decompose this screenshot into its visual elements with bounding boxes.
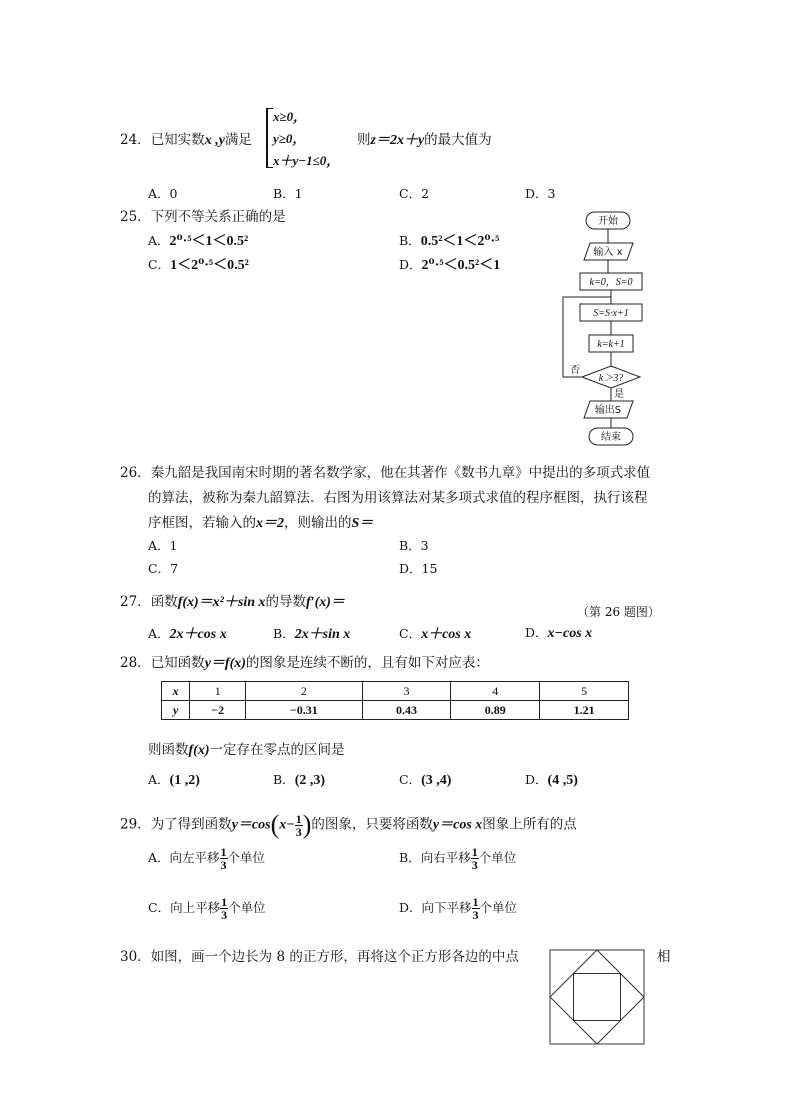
- table-header-y: y: [162, 701, 190, 720]
- table-cell: 1: [190, 682, 246, 701]
- q24-constraint-3: x＋y−1≤0，: [273, 153, 340, 168]
- flowchart-yes-label: 是: [614, 389, 624, 400]
- flowchart-update-s: S=S·x+1: [593, 308, 629, 319]
- q27-option-d: D．x−cos x: [525, 625, 593, 641]
- q24-option-a: A．0: [148, 186, 178, 201]
- q28-option-a: A．(1 ,2): [148, 772, 200, 788]
- flowchart-start: 开始: [598, 216, 618, 227]
- q24-objective: 则z＝2x＋y的最大值为: [357, 132, 492, 148]
- table-cell: 4: [451, 682, 540, 701]
- q26-number: 26．: [120, 465, 151, 481]
- flowchart-output: 输出S: [594, 405, 622, 416]
- q30-stem: 30．如图，画一个边长为 8 的正方形，再将这个正方形各边的中点: [120, 949, 519, 965]
- q28-option-d: D．(4 ,5): [525, 772, 578, 788]
- q25-option-d: D．2⁰·⁵＜0.5²＜1: [399, 257, 501, 273]
- q27-number: 27．: [120, 594, 151, 610]
- flowchart-end: 结束: [601, 432, 621, 443]
- table-row: [162, 682, 629, 701]
- q29-option-b: B．向右平移 $\frac{1}{3}$ 个单位: [399, 845, 517, 872]
- q24-constraint-2: y≥0，: [273, 131, 306, 146]
- q25-number: 25．: [120, 209, 151, 225]
- flowchart-cond: k＞3?: [598, 373, 624, 384]
- q27-option-c: C．x＋cos x: [399, 626, 472, 642]
- q25-option-a: A．2⁰·⁵＜1＜0.5²: [148, 233, 249, 249]
- q24-stem: 24．已知实数x ,y满足: [120, 132, 252, 148]
- table-cell: −2: [190, 701, 246, 720]
- q29-option-d: D．向下平移 $\frac{1}{3}$ 个单位: [399, 895, 518, 922]
- q29-option-c: C．向上平移 $\frac{1}{3}$ 个单位: [148, 895, 266, 922]
- table-cell: 3: [362, 682, 451, 701]
- table-cell: −0.31: [246, 701, 362, 720]
- q26-option-a: A．1: [148, 538, 178, 553]
- q28-followup: 则函数f(x)一定存在零点的区间是: [148, 742, 345, 758]
- q30-tail: 相: [657, 949, 671, 965]
- q29-fraction: $\frac{1}{3}$: [295, 811, 302, 839]
- table-cell: 2: [246, 682, 362, 701]
- q29-stem: 29．为了得到函数y＝cos(x− $\frac{1}{3}$ )的图象，只要将函数y＝cos x图象上所有的点: [120, 810, 577, 839]
- q24-brace: [266, 108, 273, 168]
- q26-option-b: B．3: [399, 538, 429, 553]
- q24-option-b: B．1: [273, 186, 303, 201]
- q29-option-a: A．向左平移 $\frac{1}{3}$ 个单位: [148, 845, 266, 872]
- q24-constraint-1: x≥0，: [273, 109, 307, 124]
- q28-number: 28．: [120, 655, 151, 671]
- q24-option-d: D．3: [525, 186, 556, 201]
- q28-value-table: [161, 681, 629, 720]
- q25-option-b: B．0.5²＜1＜2⁰·⁵: [399, 233, 500, 249]
- q30-number: 30．: [120, 949, 151, 965]
- q24-number: 24．: [120, 132, 151, 148]
- inner-square: [574, 974, 621, 1021]
- table-cell: 5: [540, 682, 629, 701]
- flowchart-init: k=0，S=0: [589, 277, 633, 288]
- q25-option-c: C．1＜2⁰·⁵＜0.5²: [148, 257, 249, 273]
- q26-line-2: 的算法，被称为秦九韶算法．右图为用该算法对某多项式求值的程序框图，执行该程: [148, 490, 648, 506]
- q27-stem: 27．函数f(x)＝x²＋sin x的导数f′(x)＝: [120, 594, 345, 610]
- q24-option-c: C．2: [399, 186, 430, 201]
- table-cell: 0.43: [362, 701, 451, 720]
- outer-square: [550, 950, 644, 1044]
- flowchart-input: 输入 x: [593, 247, 623, 258]
- q28-stem: 28．已知函数y＝f(x)的图象是连续不断的，且有如下对应表：: [120, 655, 489, 671]
- table-cell: 1.21: [540, 701, 629, 720]
- middle-square: [550, 950, 644, 1044]
- q26-line-1: 26．秦九韶是我国南宋时期的著名数学家，他在其著作《数书九章》中提出的多项式求值: [120, 465, 651, 481]
- table-header-x: x: [162, 682, 190, 701]
- flowchart: [555, 205, 655, 450]
- table-cell: 0.89: [451, 701, 540, 720]
- q29-number: 29．: [120, 816, 151, 833]
- q26-figure-caption: （第 26 题图）: [577, 605, 660, 619]
- q26-line-3: 序框图，若输入的x＝2，则输出的S＝: [148, 515, 374, 531]
- table-row: [162, 701, 629, 720]
- q28-option-b: B．(2 ,3): [273, 772, 326, 788]
- q27-option-b: B．2x＋sin x: [273, 626, 351, 642]
- q30-nested-squares-figure: [549, 949, 645, 1045]
- q28-option-c: C．(3 ,4): [399, 772, 452, 788]
- q26-option-c: C．7: [148, 561, 179, 576]
- q26-option-d: D．15: [399, 561, 438, 576]
- flowchart-update-k: k=k+1: [597, 339, 625, 350]
- flowchart-no-label: 否: [570, 365, 580, 376]
- q25-stem: 25．下列不等关系正确的是: [120, 209, 286, 225]
- q27-option-a: A．2x＋cos x: [148, 626, 227, 642]
